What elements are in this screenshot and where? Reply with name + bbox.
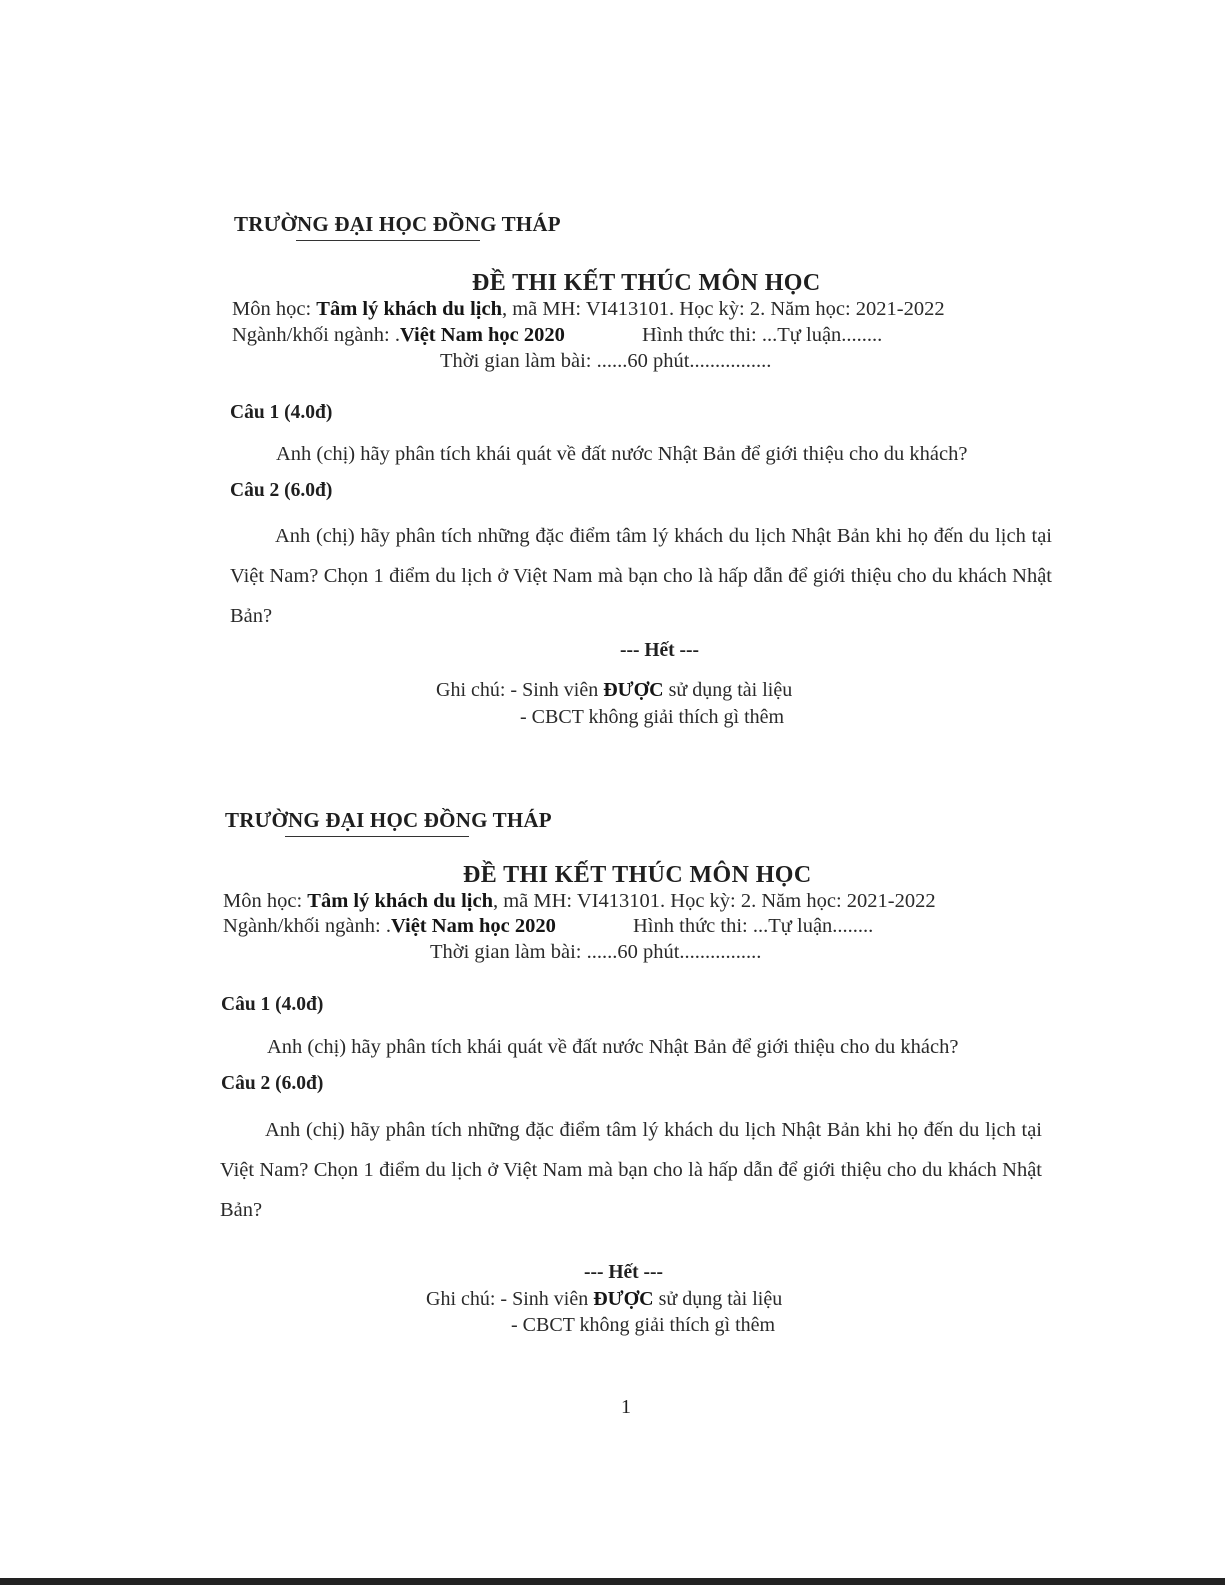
- major-prefix: Ngành/khối ngành: .: [232, 324, 400, 346]
- note-prefix: Ghi chú: - Sinh viên: [436, 679, 604, 701]
- question-2-heading: Câu 2 (6.0đ): [230, 480, 333, 501]
- end-marker: --- Hết ---: [620, 640, 700, 661]
- exam-duration: Thời gian làm bài: ......60 phút................: [430, 941, 762, 963]
- scan-bottom-edge: [0, 1578, 1225, 1585]
- subject-prefix: Môn học:: [223, 890, 308, 912]
- question-1-text: Anh (chị) hãy phân tích khái quát về đất nước Nhật Bản để giới thiệu cho du khách?: [276, 443, 968, 465]
- subject-name: Tâm lý khách du lịch: [307, 890, 493, 912]
- major-line: [223, 915, 556, 938]
- end-marker: --- Hết ---: [584, 1262, 664, 1283]
- note-line-1: [436, 679, 792, 702]
- major-prefix: Ngành/khối ngành: .: [223, 915, 391, 937]
- subject-prefix: Môn học:: [232, 298, 317, 320]
- question-2-text: Anh (chị) hãy phân tích những đặc điểm tâm lý khách du lịch Nhật Bản khi họ đến du lịch tại Việt Nam? Chọn 1 điểm du lịch ở Việt Nam mà bạn cho là hấp dẫn để giới thiệu cho du khách Nhật Bản?: [220, 1119, 1042, 1221]
- subject-suffix: , mã MH: VI413101. Học kỳ: 2. Năm học: 2021-2022: [492, 890, 936, 912]
- exam-form: Hình thức thi: ...Tự luận........: [642, 324, 883, 346]
- subject-suffix: , mã MH: VI413101. Học kỳ: 2. Năm học: 2021-2022: [501, 298, 945, 320]
- question-1-heading: Câu 1 (4.0đ): [230, 402, 333, 423]
- note-suffix: sử dụng tài liệu: [653, 1288, 783, 1310]
- exam-title: ĐỀ THI KẾT THÚC MÔN HỌC: [472, 270, 821, 296]
- school-name: TRƯỜNG ĐẠI HỌC ĐỒNG THÁP: [225, 808, 552, 832]
- page-number: 1: [621, 1396, 631, 1418]
- major-name: Việt Nam học 2020: [399, 324, 565, 346]
- question-1-heading: Câu 1 (4.0đ): [221, 994, 324, 1015]
- note-line-2: - CBCT không giải thích gì thêm: [520, 706, 785, 728]
- school-name: TRƯỜNG ĐẠI HỌC ĐỒNG THÁP: [234, 212, 561, 236]
- note-line-1: [426, 1288, 782, 1311]
- question-2-heading: Câu 2 (6.0đ): [221, 1073, 324, 1094]
- exam-title: ĐỀ THI KẾT THÚC MÔN HỌC: [463, 862, 812, 888]
- subject-line: [223, 890, 936, 913]
- note-prefix: Ghi chú: - Sinh viên: [426, 1288, 594, 1310]
- note-suffix: sử dụng tài liệu: [663, 679, 793, 701]
- exam-form: Hình thức thi: ...Tự luận........: [633, 915, 874, 937]
- note-line-2: - CBCT không giải thích gì thêm: [511, 1314, 776, 1336]
- school-underline: [285, 836, 469, 837]
- major-line: [232, 324, 565, 347]
- note-emphasis: ĐƯỢC: [603, 679, 664, 701]
- exam-duration: Thời gian làm bài: ......60 phút................: [440, 350, 772, 372]
- major-name: Việt Nam học 2020: [390, 915, 556, 937]
- subject-line: [232, 298, 945, 321]
- question-1-text: Anh (chị) hãy phân tích khái quát về đất nước Nhật Bản để giới thiệu cho du khách?: [267, 1036, 959, 1058]
- note-emphasis: ĐƯỢC: [593, 1288, 654, 1310]
- subject-name: Tâm lý khách du lịch: [316, 298, 502, 320]
- school-underline: [296, 240, 480, 241]
- question-2-text: Anh (chị) hãy phân tích những đặc điểm tâm lý khách du lịch Nhật Bản khi họ đến du lịch tại Việt Nam? Chọn 1 điểm du lịch ở Việt Nam mà bạn cho là hấp dẫn để giới thiệu cho du khách Nhật Bản?: [230, 525, 1052, 627]
